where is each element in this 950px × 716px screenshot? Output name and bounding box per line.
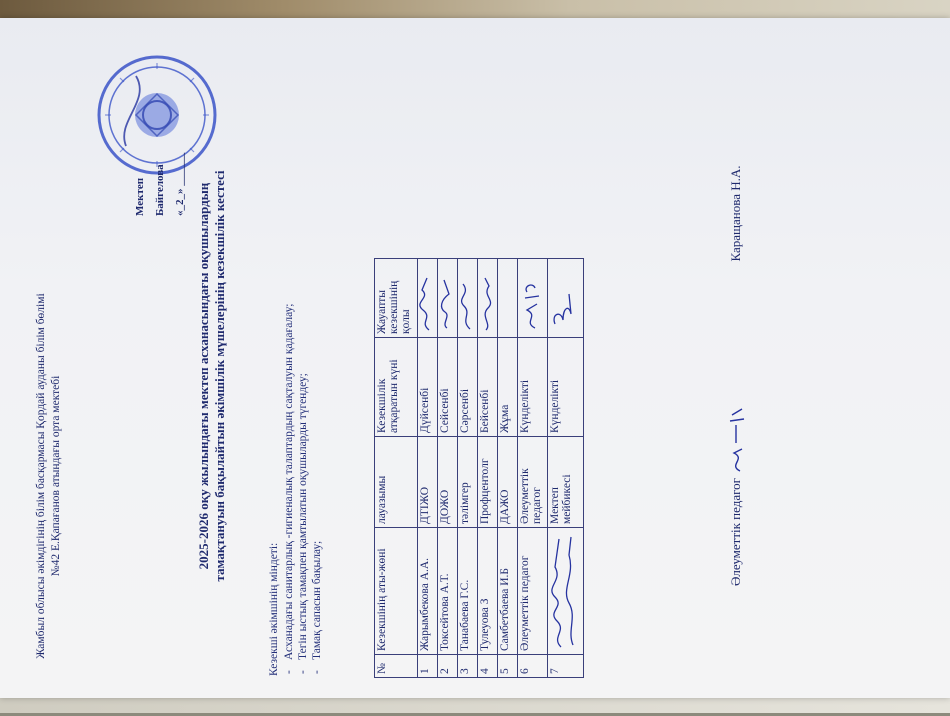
cell-day: Дүйсенбі <box>418 338 438 437</box>
approval-date: «_2_» ______ <box>174 152 186 216</box>
cell-day: Күнделікті <box>518 338 548 437</box>
table-row <box>498 259 518 678</box>
table-row <box>478 259 498 678</box>
approval-block <box>130 46 190 216</box>
cell-position: ДОЖО <box>438 437 458 528</box>
header-line-2: №42 Е.Қапағанов атындағы орта мектебі <box>50 375 62 577</box>
header-signature: Жауапты кезекшінің қолы <box>375 259 418 338</box>
title-line-1: 2025-2026 оқу жылындағы мектеп асханасындағы оқушылардың <box>196 182 211 570</box>
title-line-2: тамақтануын бақылайтын әкімшілік мүшелерінің кезекшілік кестесі <box>212 170 227 582</box>
paper-sheet <box>0 18 950 698</box>
cell-name: Әлеуметтік педагог <box>518 528 548 655</box>
cell-number: 1 <box>418 655 438 678</box>
handwritten-signature-icon <box>549 533 579 651</box>
cell-number: 5 <box>498 655 518 678</box>
footer-name: Каращанова Н.А. <box>727 165 743 262</box>
handwritten-signature-icon <box>459 274 473 334</box>
handwritten-signature-icon <box>439 274 453 334</box>
cell-number: 3 <box>458 655 478 678</box>
organization-header <box>34 266 64 686</box>
approval-line-2: Байгелова <box>154 164 166 216</box>
cell-name: Самбетбаева И.Б <box>498 528 518 655</box>
cell-day: Сейсенбі <box>438 338 458 437</box>
cell-signature <box>458 259 478 338</box>
footer-role: Әлеуметтік педагог <box>727 478 743 586</box>
duties-heading: Кезекші әкімшінің міндеті: <box>268 542 280 676</box>
cell-position: ДТІЖО <box>418 437 438 528</box>
cell-signature <box>498 259 518 338</box>
header-position: лауазымы <box>375 437 418 528</box>
cell-name: Жарымбекова А.А. <box>418 528 438 655</box>
handwritten-signature-icon <box>479 274 493 334</box>
cell-signature <box>418 259 438 338</box>
document-page <box>0 36 950 716</box>
cell-signature <box>478 259 498 338</box>
header-line-1: Жамбыл облысы әкімдігінің білім басқармасы Қордай ауданы білім бөлімі <box>35 293 47 659</box>
cell-name: Танабаева Г.С. <box>458 528 478 655</box>
cell-number: 4 <box>478 655 498 678</box>
footer-signature-line <box>726 165 748 586</box>
header-name: Кезекшінің аты-жөні <box>375 528 418 655</box>
duties-list <box>283 246 324 676</box>
cell-signature <box>518 259 548 338</box>
cell-number: 7 <box>548 655 584 678</box>
cell-day: Жұма <box>498 338 518 437</box>
approval-line-1: Мектеп <box>134 177 146 216</box>
cell-position: Әлеуметтік педагог <box>518 437 548 528</box>
cell-day: Бейсенбі <box>478 338 498 437</box>
table-row <box>438 259 458 678</box>
cell-name: Тулеуова З <box>478 528 498 655</box>
header-number: № <box>375 655 418 678</box>
table-row <box>458 259 478 678</box>
cell-signature <box>548 259 584 338</box>
cell-position: Мектеп мейбикесі <box>548 437 584 528</box>
duty-item: - Асханадағы санитарлық -гигиеналық талаптардың сақталуын қадағалау; <box>283 246 296 660</box>
duty-item: - Тегін ыстық тамақпен қамтылатын оқушыларды түгендеу; <box>297 246 310 660</box>
cell-name <box>548 528 584 655</box>
table-row <box>548 259 584 678</box>
cell-position: ДАЖО <box>498 437 518 528</box>
cell-position: Профцентолг <box>478 437 498 528</box>
table-header-row <box>375 259 418 678</box>
cell-day: Күнделікті <box>548 338 584 437</box>
handwritten-signature-icon <box>549 274 573 334</box>
cell-number: 6 <box>518 655 548 678</box>
duties-section <box>268 246 325 676</box>
cell-name: Токсейтова А.Т. <box>438 528 458 655</box>
cell-signature <box>438 259 458 338</box>
cell-day: Сәрсенбі <box>458 338 478 437</box>
handwritten-signature-icon <box>726 405 748 475</box>
handwritten-signature-icon <box>419 274 433 334</box>
table-row <box>518 259 548 678</box>
duty-item: - Тамақ сапасын бақылау; <box>311 246 324 660</box>
document-title <box>196 96 228 656</box>
cell-position: тәлімгер <box>458 437 478 528</box>
duty-schedule-table <box>374 258 584 678</box>
header-day: Кезекшілік атқаратын күні <box>375 338 418 437</box>
cell-number: 2 <box>438 655 458 678</box>
table-row <box>418 259 438 678</box>
handwritten-signature-icon <box>519 274 543 334</box>
